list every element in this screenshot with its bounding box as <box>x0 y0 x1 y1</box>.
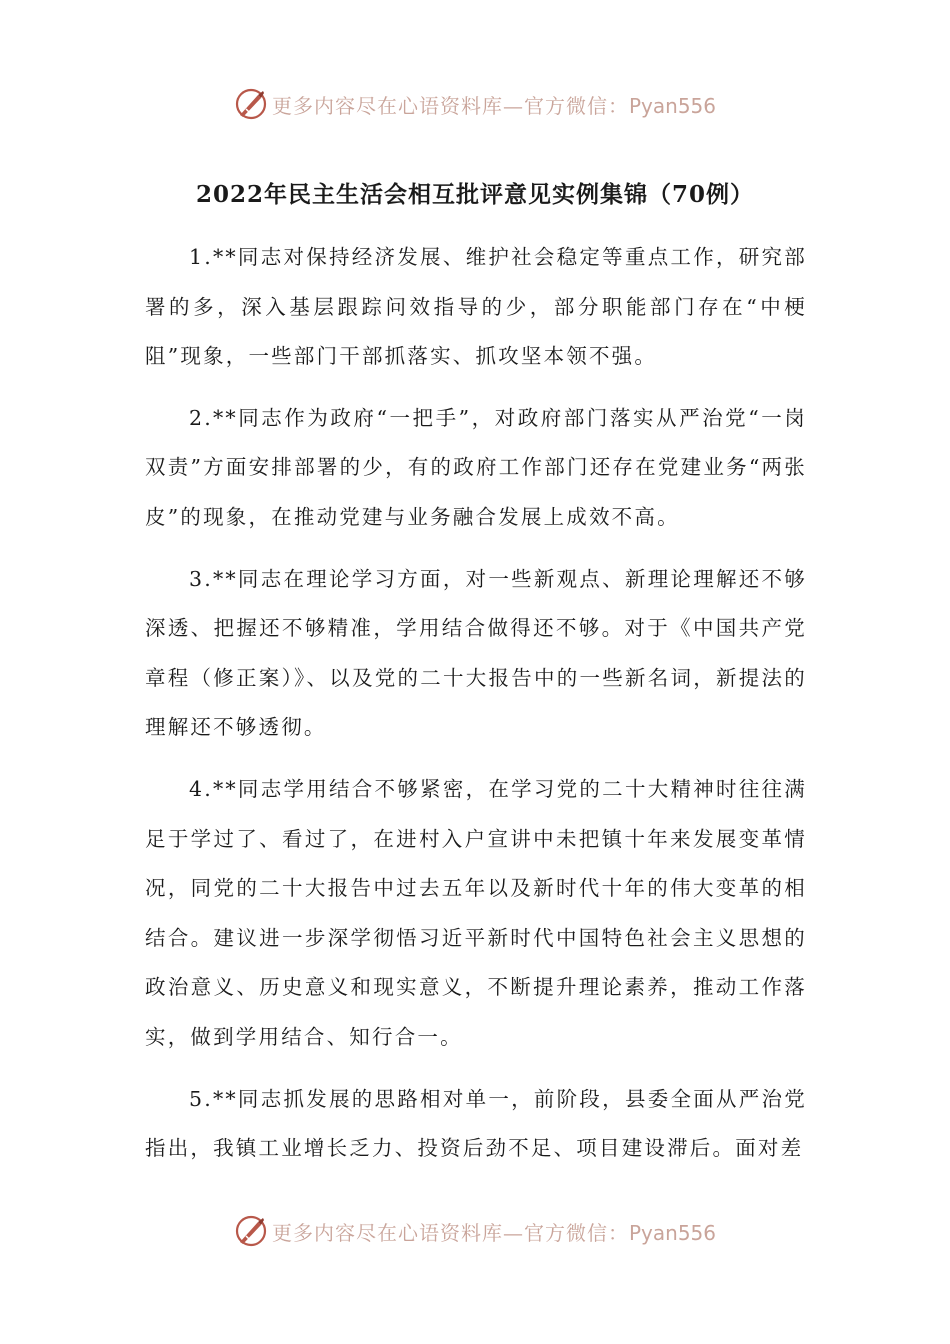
paragraph-4: 4.**同志学用结合不够紧密，在学习党的二十大精神时往往满足于学过了、看过了，在进村入户宣讲中未把镇十年来发展变革情况，同党的二十大报告中过去五年以及新时代十年的伟大变革的相结合。建议进一步深学彻悟习近平新时代中国特色社会主义思想的政治意义、历史意义和现实意义，不断提升理论素养，推动工作落实，做到学用结合、知行合一。 <box>145 776 807 1049</box>
document-body <box>145 233 807 1186</box>
banner-text: 更多内容尽在心语资料库—官方微信：Pyan556 <box>271 1220 716 1245</box>
paragraph-2: 2.**同志作为政府“一把手”，对政府部门落实从严治党“一岗双责”方面安排部署的少，有的政府工作部门还存在党建业务“两张皮”的现象，在推动党建与业务融合发展上成效不高。 <box>145 405 807 529</box>
wechat-id: Pyan556 <box>628 1220 716 1245</box>
wechat-id: Pyan556 <box>628 93 716 118</box>
paragraph-3: 3.**同志在理论学习方面，对一些新观点、新理论理解还不够深透、把握还不够精准，学用结合做得还不够。对于《中国共产党章程（修正案）》、以及党的二十大报告中的一些新名词，新提法的理解还不够透彻。 <box>145 566 807 740</box>
paragraph-5: 5.**同志抓发展的思路相对单一，前阶段，县委全面从严治党指出，我镇工业增长乏力、投资后劲不足、项目建设滞后。面对差 <box>145 1086 807 1161</box>
quill-pen-icon <box>234 87 268 121</box>
banner-text: 更多内容尽在心语资料库—官方微信：Pyan556 <box>271 93 716 118</box>
footer-banner <box>0 1211 950 1251</box>
header-banner <box>0 84 950 124</box>
paragraph-1: 1.**同志对保持经济发展、维护社会稳定等重点工作，研究部署的多，深入基层跟踪问效指导的少，部分职能部门存在“中梗阻”现象，一些部门干部抓落实、抓攻坚本领不强。 <box>145 245 807 369</box>
document-title: 2022年民主生活会相互批评意见实例集锦（70例） <box>195 181 755 208</box>
quill-pen-icon <box>234 1214 268 1248</box>
